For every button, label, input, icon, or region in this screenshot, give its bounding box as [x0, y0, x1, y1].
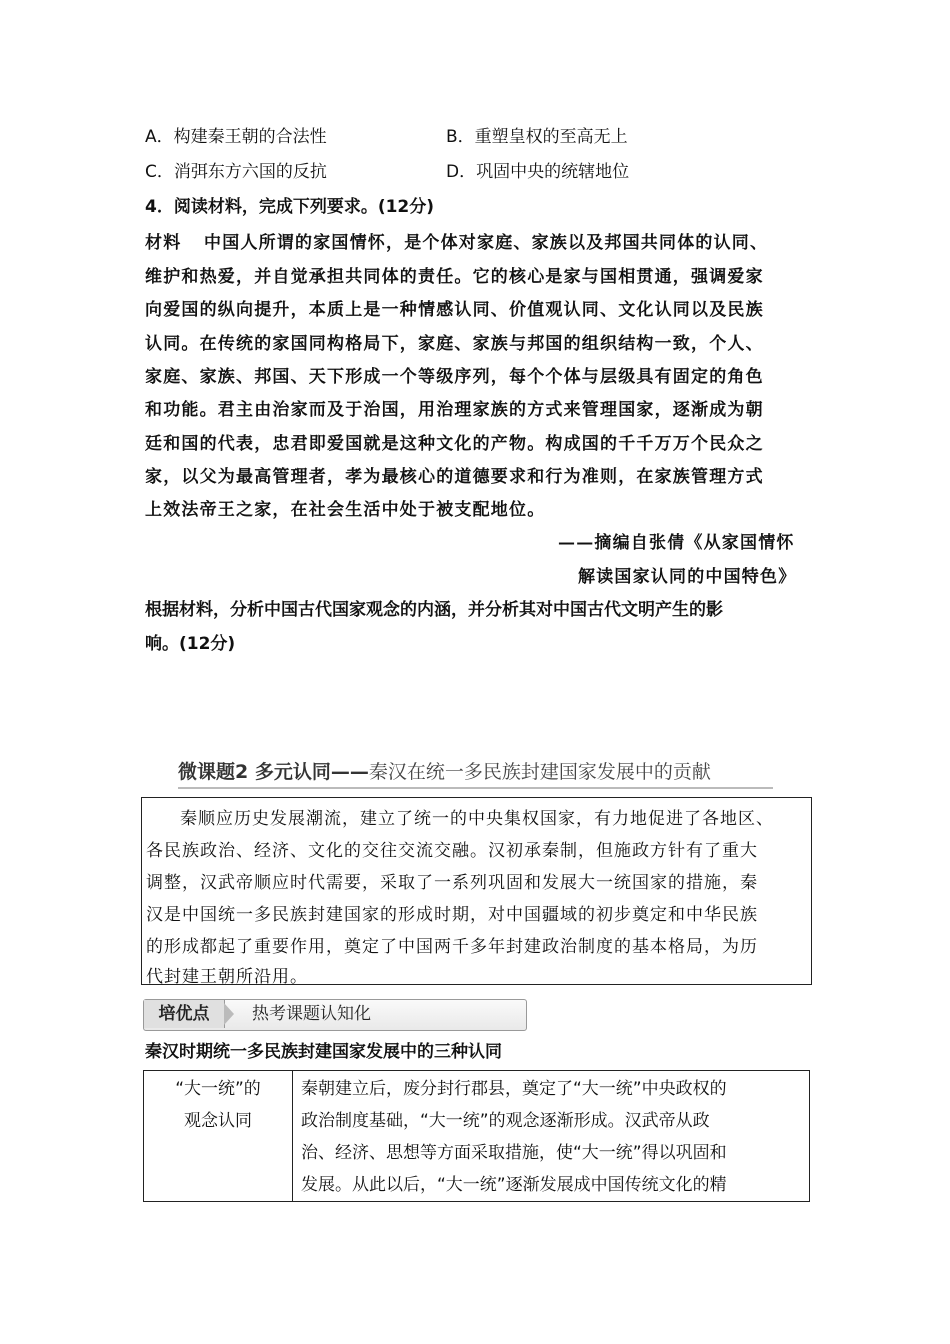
- option-a: A．构建秦王朝的合法性: [145, 127, 327, 147]
- source-line: 解读国家认同的中国特色》: [578, 567, 797, 587]
- material-line: 认同。在传统的家国同构格局下，家庭、家族与邦国的组织结构一致，个人、: [145, 334, 764, 354]
- intro-box: [141, 797, 812, 985]
- table-body-cell: [293, 1071, 810, 1202]
- section-title: [178, 757, 773, 789]
- option-d: D．巩固中央的统辖地位: [446, 162, 630, 182]
- table-body-line: 秦朝建立后，废分封行郡县，奠定了“大一统”中央政权的: [301, 1079, 727, 1099]
- badge-bar: [143, 999, 527, 1031]
- material-line: 上效法帝王之家，在社会生活中处于被支配地位。: [145, 500, 546, 520]
- option-c: C．消弭东方六国的反抗: [145, 162, 327, 182]
- intro-line: 秦顺应历史发展潮流，建立了统一的中央集权国家，有力地促进了各地区、: [180, 809, 774, 829]
- requirement-line: 响。(12分): [145, 634, 236, 654]
- table-body-line: 治、经济、思想等方面采取措施，使“大一统”得以巩固和: [301, 1143, 727, 1163]
- badge-label: 培优点: [144, 1000, 225, 1028]
- source-line: ——摘编自张倩《从家国情怀: [558, 533, 795, 553]
- intro-line: 汉是中国统一多民族封建国家的形成时期，对中国疆域的初步奠定和中华民族: [146, 905, 758, 925]
- option-b: B．重塑皇权的至高无上: [446, 127, 628, 147]
- intro-line: 各民族政治、经济、文化的交往交流交融。汉初承秦制，但施政方针有了重大: [146, 841, 758, 861]
- table-body-line: 政治制度基础，“大一统”的观念逐渐形成。汉武帝从政: [301, 1111, 710, 1131]
- table-title: 秦汉时期统一多民族封建国家发展中的三种认同: [145, 1042, 502, 1062]
- section-title-sub: 秦汉在统一多民族封建国家发展中的贡献: [368, 761, 711, 783]
- table-head-line: 观念认同: [184, 1111, 252, 1131]
- material-label: 材料: [145, 233, 182, 253]
- question-4-stem: 4．阅读材料，完成下列要求。(12分): [145, 197, 435, 217]
- table-row: [144, 1071, 810, 1202]
- material-line: 家，以父为最高管理者，孝为最核心的道德要求和行为准则，在家族管理方式: [145, 467, 764, 487]
- material-line: 维护和热爱，并自觉承担共同体的责任。它的核心是家与国相贯通，强调爱家: [145, 267, 764, 287]
- material-line: 中国人所谓的家国情怀，是个体对家庭、家族以及邦国共同体的认同、: [204, 233, 769, 253]
- intro-line: 调整，汉武帝顺应时代需要，采取了一系列巩固和发展大一统国家的措施，秦: [146, 873, 758, 893]
- intro-line: 代封建王朝所沿用。: [146, 967, 308, 987]
- identity-table: [143, 1070, 810, 1202]
- badge-text: 热考课题认知化: [252, 1004, 371, 1024]
- material-line: 廷和国的代表，忠君即爱国就是这种文化的产物。构成国的千千万万个民众之: [145, 434, 764, 454]
- section-title-main: 微课题2 多元认同——: [178, 761, 369, 783]
- intro-line: 的形成都起了重要作用，奠定了中国两千多年封建政治制度的基本格局，为历: [146, 937, 758, 957]
- material-line: 向爱国的纵向提升，本质上是一种情感认同、价值观认同、文化认同以及民族: [145, 300, 764, 320]
- requirement-line: 根据材料，分析中国古代国家观念的内涵，并分析其对中国古代文明产生的影: [145, 600, 723, 620]
- material-line: 家庭、家族、邦国、天下形成一个等级序列，每个个体与层级具有固定的角色: [145, 367, 764, 387]
- table-body-line: 发展。从此以后，“大一统”逐渐发展成中国传统文化的精: [301, 1175, 727, 1195]
- table-head-cell: [144, 1071, 293, 1202]
- chevron-right-icon: [224, 1003, 234, 1025]
- table-head-line: “大一统”的: [175, 1079, 261, 1099]
- material-line: 和功能。君主由治家而及于治国，用治理家族的方式来管理国家，逐渐成为朝: [145, 400, 764, 420]
